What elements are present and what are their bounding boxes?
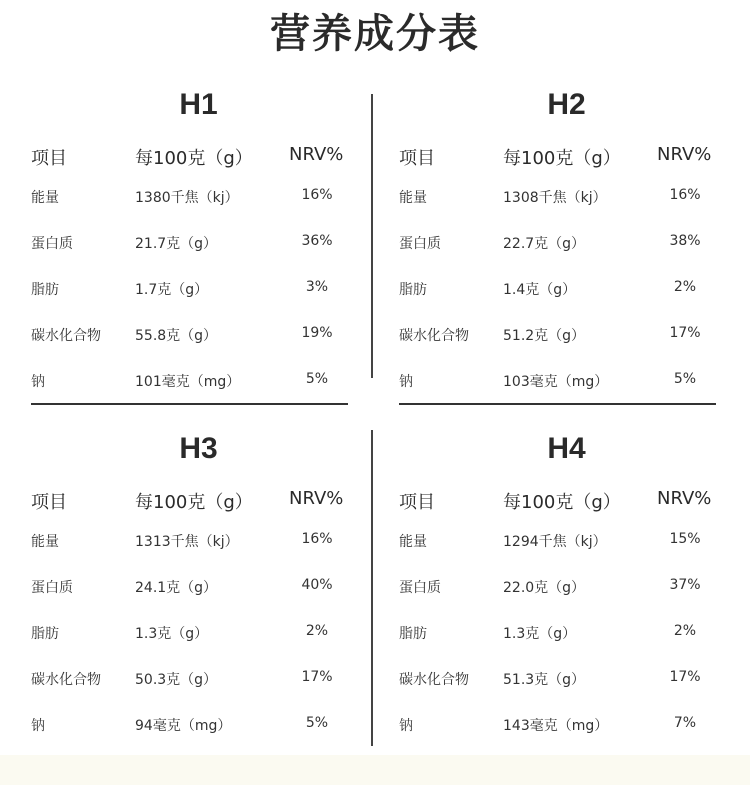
row-item: 能量 bbox=[31, 190, 59, 206]
row-value: 1380千焦（kj） bbox=[135, 190, 239, 206]
table-bottom-rule bbox=[399, 403, 716, 405]
table-row bbox=[399, 577, 734, 597]
table-row bbox=[399, 371, 734, 391]
row-nrv: 40% bbox=[301, 577, 333, 593]
table-row bbox=[31, 371, 366, 391]
header-item: 项目 bbox=[31, 492, 67, 513]
row-item: 脂肪 bbox=[399, 626, 427, 642]
row-item: 碳水化合物 bbox=[399, 672, 469, 688]
header-item: 项目 bbox=[31, 148, 67, 169]
panel-title: H3 bbox=[179, 432, 218, 465]
row-nrv: 3% bbox=[305, 279, 329, 295]
row-value: 55.8克（g） bbox=[135, 328, 218, 344]
table-header bbox=[399, 488, 734, 513]
row-value: 51.3克（g） bbox=[503, 672, 586, 688]
row-value: 1.3克（g） bbox=[503, 626, 577, 642]
header-item: 项目 bbox=[399, 492, 435, 513]
row-value: 1294千焦（kj） bbox=[503, 534, 607, 550]
panel-title: H1 bbox=[179, 88, 218, 121]
table-row bbox=[399, 233, 734, 253]
row-nrv: 17% bbox=[669, 325, 701, 341]
table-row bbox=[399, 531, 734, 551]
row-nrv: 2% bbox=[673, 623, 697, 639]
row-value: 50.3克（g） bbox=[135, 672, 218, 688]
row-nrv: 16% bbox=[301, 187, 333, 203]
row-value: 94毫克（mg） bbox=[135, 718, 232, 734]
header-nrv: NRV% bbox=[289, 144, 344, 165]
row-value: 22.0克（g） bbox=[503, 580, 586, 596]
row-value: 101毫克（mg） bbox=[135, 374, 241, 390]
header-per100g: 每100克（g） bbox=[135, 148, 253, 169]
row-nrv: 17% bbox=[301, 669, 333, 685]
row-value: 24.1克（g） bbox=[135, 580, 218, 596]
table-row bbox=[399, 187, 734, 207]
row-value: 22.7克（g） bbox=[503, 236, 586, 252]
row-nrv: 16% bbox=[301, 531, 333, 547]
row-item: 脂肪 bbox=[31, 282, 59, 298]
row-nrv: 5% bbox=[305, 371, 329, 387]
row-nrv: 2% bbox=[305, 623, 329, 639]
table-row bbox=[31, 623, 366, 643]
row-item: 碳水化合物 bbox=[31, 672, 101, 688]
header-nrv: NRV% bbox=[289, 488, 344, 509]
panel-title: H4 bbox=[547, 432, 586, 465]
table-header bbox=[31, 488, 366, 513]
table-header bbox=[399, 144, 734, 169]
row-value: 1.3克（g） bbox=[135, 626, 209, 642]
table-row bbox=[31, 187, 366, 207]
header-nrv: NRV% bbox=[657, 144, 712, 165]
row-nrv: 5% bbox=[305, 715, 329, 731]
header-per100g: 每100克（g） bbox=[503, 148, 621, 169]
table-row bbox=[31, 279, 366, 299]
row-item: 蛋白质 bbox=[31, 236, 73, 252]
row-item: 能量 bbox=[31, 534, 59, 550]
row-item: 能量 bbox=[399, 534, 427, 550]
row-nrv: 17% bbox=[669, 669, 701, 685]
row-value: 51.2克（g） bbox=[503, 328, 586, 344]
row-item: 蛋白质 bbox=[31, 580, 73, 596]
row-item: 脂肪 bbox=[31, 626, 59, 642]
table-row bbox=[399, 669, 734, 689]
table-row bbox=[399, 325, 734, 345]
row-item: 钠 bbox=[399, 718, 413, 734]
page-title: 营养成分表 bbox=[270, 11, 480, 57]
row-value: 103毫克（mg） bbox=[503, 374, 609, 390]
table-row bbox=[31, 669, 366, 689]
panel-title: H2 bbox=[547, 88, 586, 121]
row-nrv: 38% bbox=[669, 233, 701, 249]
row-nrv: 7% bbox=[673, 715, 697, 731]
row-value: 1313千焦（kj） bbox=[135, 534, 239, 550]
row-value: 1308千焦（kj） bbox=[503, 190, 607, 206]
row-value: 1.4克（g） bbox=[503, 282, 577, 298]
table-row bbox=[399, 715, 734, 735]
row-value: 143毫克（mg） bbox=[503, 718, 609, 734]
table-bottom-rule bbox=[31, 403, 348, 405]
table-row bbox=[31, 325, 366, 345]
table-row bbox=[399, 279, 734, 299]
row-item: 碳水化合物 bbox=[31, 328, 101, 344]
row-nrv: 5% bbox=[673, 371, 697, 387]
panel-divider-bottom bbox=[371, 430, 373, 746]
row-item: 钠 bbox=[31, 374, 45, 390]
row-nrv: 15% bbox=[669, 531, 701, 547]
row-item: 蛋白质 bbox=[399, 580, 441, 596]
header-per100g: 每100克（g） bbox=[135, 492, 253, 513]
row-nrv: 19% bbox=[301, 325, 333, 341]
row-nrv: 37% bbox=[669, 577, 701, 593]
row-item: 能量 bbox=[399, 190, 427, 206]
table-row bbox=[31, 577, 366, 597]
row-item: 钠 bbox=[31, 718, 45, 734]
row-item: 钠 bbox=[399, 374, 413, 390]
table-header bbox=[31, 144, 366, 169]
row-value: 21.7克（g） bbox=[135, 236, 218, 252]
row-item: 脂肪 bbox=[399, 282, 427, 298]
row-nrv: 36% bbox=[301, 233, 333, 249]
row-value: 1.7克（g） bbox=[135, 282, 209, 298]
table-row bbox=[31, 233, 366, 253]
table-row bbox=[399, 623, 734, 643]
panel-divider-top bbox=[371, 94, 373, 378]
row-item: 蛋白质 bbox=[399, 236, 441, 252]
table-row bbox=[31, 531, 366, 551]
bottom-background-band bbox=[0, 755, 750, 785]
row-nrv: 2% bbox=[673, 279, 697, 295]
table-row bbox=[31, 715, 366, 735]
header-per100g: 每100克（g） bbox=[503, 492, 621, 513]
row-item: 碳水化合物 bbox=[399, 328, 469, 344]
header-item: 项目 bbox=[399, 148, 435, 169]
row-nrv: 16% bbox=[669, 187, 701, 203]
header-nrv: NRV% bbox=[657, 488, 712, 509]
